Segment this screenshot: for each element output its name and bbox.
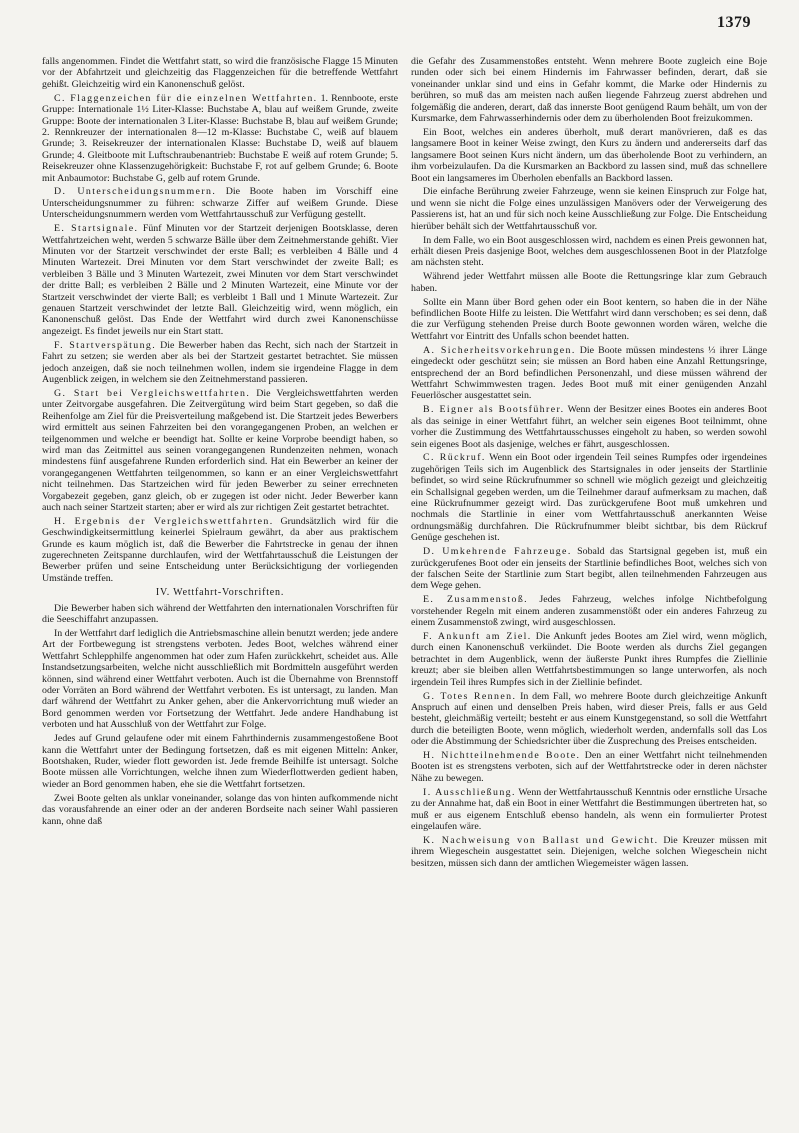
paragraph	[411, 127, 767, 184]
paragraph	[42, 340, 398, 386]
paragraph	[411, 631, 767, 688]
section-title: D. Unterscheidungsnummern.	[54, 186, 217, 198]
paragraph	[42, 516, 398, 584]
left-column	[42, 56, 398, 1116]
section-title: F. Startverspätung.	[54, 339, 157, 351]
right-column	[411, 56, 767, 1116]
paragraph-text: Jedes auf Grund gelaufene oder mit einem Fahrthindernis zusammengestoßene Boot kann die Wettfahrt unter der Bedingung fortsetzen, daß es mit eigenen Mitteln: Anker, Bootshaken, Ruder, wieder flott geworden ist. Jede fremde Beihilfe ist untersagt. Solche Boote müssen alle Vorrichtungen, welche ihnen zum Wiederflottwerden gedient haben, wieder an Bord genommen haben, ehe sie die Wettfahrt fortsetzen.	[42, 733, 398, 790]
paragraph-text: Sollte ein Mann über Bord gehen oder ein Boot kentern, so haben die in der Nähe befindlichen Boote Hilfe zu leisten. Die Wettfahrt wird dann verschoben; es sei denn, daß die zur Verfügung stehenden Preise durch Boote gewonnen worden wären, welche die Wettfahrt vor Eintritt des Unfalls schon beendet hatten.	[411, 296, 767, 342]
section-title: H. Ergebnis der Vergleichswettfahrten.	[54, 515, 274, 527]
paragraph-text: Die Vergleichswettfahrten werden unter Zeitvorgabe ausgefahren. Die Zeitvergütung wird beim Start gegeben, so daß die Reihenfolge am Ziel für die Preisverteilung maßgebend ist. Die Startzeit jedes Bewerbers wird ermittelt aus seinen Fahrzeiten bei den vorangegangenen Proben, an welchen er teilgenommen und welche er beendigt hat. Sollte er keine Vorprobe beendigt haben, so wird man das Zeitmittel aus seinen vorangegangenen Rundenzeiten nehmen, wonach mindestens fünf ausgefahrene Runden erforderlich sind. Hat ein Bewerber an keiner der vorangegangenen Wettfahrten teilgenommen, so kann er an einer Vergleichswettfahrt nicht teilnehmen. Das Startzeichen wird für jeden Bewerber zu seiner errechneten Vorgabezeit gegeben, ganz gleich, ob er zugegen ist oder nicht. Jeder Bewerber kann auch nach seiner Startzeit starten; aber er wird als zur richtigen Zeit gestartet betrachtet.	[42, 387, 398, 513]
paragraph-text: Die Bewerber haben das Recht, sich nach der Startzeit in Fahrt zu setzen; sie werden aber als bei der Startzeit gestartet betrachtet. Sie müssen jedoch anzeigen, daß sie noch teilnehmen wollen, indem sie irgendeine Flagge in dem Augenblick zeigen, in welchem sie den Zeitnehmerstand passieren.	[42, 339, 398, 385]
paragraph-text: Die Bewerber haben sich während der Wettfahrten den internationalen Vorschriften für die Seeschiffahrt anzupassen.	[42, 602, 398, 626]
paragraph	[411, 404, 767, 450]
paragraph-text: Die einfache Berührung zweier Fahrzeuge, wenn sie keinen Einspruch zur Folge hat, und wenn sie nicht die Folge eines unzulässigen Manövers oder der Verweigerung des Passierens ist, hat an und für sich noch keine Ausschließung zur Folge. Die Entscheidung hierüber behält sich der Wettfahrtausschuß vor.	[411, 186, 767, 232]
paragraph	[411, 186, 767, 232]
section-title: G. Totes Rennen.	[423, 690, 517, 702]
section-title: I. Ausschließung.	[423, 786, 516, 798]
paragraph	[411, 56, 767, 124]
paragraph-text: In dem Fall, wo mehrere Boote durch gleichzeitige Ankunft Anspruch auf einen und denselben Preis haben, wird dieser Preis, falls er aus Geld besteht, gleichmäßig verteilt; besteht er aus einem Kunstgegenstand, so soll die Wettfahrt durch die beteiligten Boote, wenn möglich, wiederholt werden, andernfalls soll das Los oder die Abstimmung der Schiedsrichter über die Zusprechung des Preises entscheiden.	[411, 690, 767, 748]
section-title: K. Nachweisung von Ballast und Gewicht.	[423, 834, 659, 846]
paragraph-text: In dem Falle, wo ein Boot ausgeschlossen wird, nachdem es einen Preis gewonnen hat, erhält diesen Preis dasjenige Boot, welches dem ausgeschlossenen Boot in der Platzfolge am nächsten steht.	[411, 234, 767, 269]
section-title: A. Sicherheitsvorkehrungen.	[423, 344, 576, 356]
paragraph	[411, 546, 767, 592]
paragraph	[42, 388, 398, 513]
paragraph	[42, 793, 398, 827]
paragraph	[42, 733, 398, 790]
paragraph-text: die Gefahr des Zusammenstoßes entsteht. Wenn mehrere Boote zugleich eine Boje runden oder sich bei einem Hindernis im Fahrwasser befinden, derart, daß sie voneinander unklar sind und eins in Gefahr kommt, die Marke oder Hindernis zu berühren, so muß das am meisten nach außen liegende Fahrzeug zuerst abdrehen und folgemäßig die anderen, derart, daß das innerste Boot genügend Raum behält, um von der Kursmarke, dem Fahrwasserhindernis oder dem zu überholenden Boot freizukommen.	[411, 56, 767, 125]
paragraph-text: Jedes Fahrzeug, welches infolge Nichtbefolgung vorstehender Regeln mit einem anderen zusammenstößt oder ein anderes Fahrzeug zu einem Zusammenstoß zwingt, wird ausgeschlossen.	[411, 594, 767, 629]
section-title: E. Zusammenstoß.	[423, 594, 529, 606]
paragraph	[411, 750, 767, 784]
paragraph	[411, 452, 767, 543]
section-title: G. Start bei Vergleichswettfahrten.	[54, 387, 251, 399]
paragraph	[411, 787, 767, 833]
paragraph-text: Zwei Boote gelten als unklar voneinander, solange das von hinten aufkommende nicht das vorausfahrende an einer oder an der anderen Bordseite nach seiner Wahl passieren kann, ohne daß	[42, 792, 398, 827]
paragraph-text: In der Wettfahrt darf lediglich die Antriebsmaschine allein benutzt werden; jede andere Art der Fortbewegung ist strengstens verboten. Jedes Boot, welches während einer Wettfahrt Schlepphilfe angenommen hat oder zum Hafen zurückkehrt, scheidet aus. Alle Instandsetzungsarbeiten, welche nicht ausschließlich mit Bordmitteln ausgeführt werden können, sind während einer Wettfahrt verboten. Auch ist die Übernahme von Brennstoff oder Vorräten an Bord während der Wettfahrt verboten. Es ist untersagt, zu landen. Man darf während der Wettfahrt zu Anker gehen, aber die Ankervorrichtung muß wieder an Bord genommen werden vor Fortsetzung der Wettfahrt. Jede andere Handhabung ist verboten und hat Ausschluß von der Wettfahrt zur Folge.	[42, 628, 398, 731]
paragraph-text: Die Ankunft jedes Bootes am Ziel wird, wenn möglich, durch einen Kanonenschuß verkündet. Die Boote werden als durchs Ziel gegangen betrachtet in dem Augenblick, wenn der äußerste Punkt ihres Rumpfes die Ziellinie kreuzt; aber sie bleiben allen Wettfahrtsbestimmungen so lange unterworfen, als noch irgendein Teil ihres Rumpfes sich in der Ziellinie befindet.	[411, 631, 767, 688]
paragraph	[42, 603, 398, 626]
paragraph	[42, 223, 398, 337]
paragraph-text: Wenn der Wettfahrtausschuß Kenntnis oder ernstliche Ursache zu der Annahme hat, daß ein Boot in einer Wettfahrt die Bestimmungen übertreten hat, so muß er aus eigenem Entschluß ebenso handeln, als wenn ein formulierter Protest eingelaufen wäre.	[411, 786, 767, 832]
section-title: D. Umkehrende Fahrzeuge.	[423, 546, 572, 558]
paragraph-text: Sobald das Startsignal gegeben ist, muß ein zurückgerufenes Boot oder ein jenseits der Startlinie befindliches Boot, welches sich von der falschen Seite der Startlinie zum Start begibt, allen teilnehmenden Fahrzeugen aus dem Wege gehen.	[411, 546, 767, 592]
text-columns	[42, 56, 767, 1116]
paragraph	[42, 186, 398, 220]
paragraph-text: Den an einer Wettfahrt nicht teilnehmenden Booten ist es strengstens verboten, sich auf der Wettfahrtstrecke oder in deren nächster Nähe zu bewegen.	[411, 750, 767, 784]
section-title: F. Ankunft am Ziel.	[423, 631, 532, 642]
paragraph	[411, 271, 767, 294]
paragraph	[411, 235, 767, 269]
paragraph-text: Grundsätzlich wird für die Geschwindigkeitsermittlung keinerlei Spielraum gewährt, da aber aus praktischem Grunde es kaum möglich ist, daß die Bewerber die Fahrtstrecke in genau der ihnen zugerechneten Zeitspanne durchlaufen, wird der Wettfahrtausschuß die Leistungen der Bewerber prüfen und seine Entscheidung unter Berücksichtigung der vorliegenden Umstände treffen.	[42, 515, 398, 584]
paragraph-text: Während jeder Wettfahrt müssen alle Boote die Rettungsringe klar zum Gebrauch haben.	[411, 271, 767, 294]
paragraph-text: Wenn ein Boot oder irgendein Teil seines Rumpfes oder irgendeines zugehörigen Teils sich im Augenblick des Startsignales in oder jenseits der Startlinie befindet, so wird seine Rückrufnummer so schnell wie möglich gezeigt und gleichzeitig ein Schallsignal gegeben werden, um die Teilnehmer darauf aufmerksam zu machen, daß eine Rückrufnummer gezeigt wird. Das zurückgerufene Boot muß umkehren und nochmals die Startlinie in einer vom Wettfahrtausschuß anerkannten Weise ordnungsmäßig durchfahren. Die Rückrufnummer bleibt sichtbar, bis dem Rückruf Genüge geschehen ist.	[411, 452, 767, 544]
paragraph-text: Fünf Minuten vor der Startzeit derjenigen Bootsklasse, deren Wettfahrtzeichen weht, werden 5 schwarze Bälle über dem Zeitnehmerstande gehißt. Vier Minuten vor der Startzeit verschwindet der erste Ball; es verbleiben 4 Bälle und 4 Minuten Wartezeit. Drei Minuten vor dem Start verschwindet der zweite Ball; es verbleiben 3 Bälle und 3 Minuten Wartezeit, zwei Minuten vor dem Start verschwindet der dritte Ball; es verbleiben 2 Bälle und 2 Minuten Wartezeit, eine Minute vor der Startzeit verschwindet der vierte Ball; es verbleibt 1 Ball und 1 Minute Wartezeit. Zur genauen Startzeit verschwindet der letzte Ball. Gleichzeitig wird, wenn möglich, ein Kanonenschuß gelöst. Das Ende der Wettfahrt wird durch zwei Kanonenschüsse angezeigt. Es findet jeweils nur ein Start statt.	[42, 223, 398, 337]
paragraph	[411, 691, 767, 748]
chapter-heading: IV. Wettfahrt-Vorschriften.	[155, 587, 285, 599]
paragraph-text: falls angenommen. Findet die Wettfahrt statt, so wird die französische Flagge 15 Minuten vor der Abfahrtzeit und gleichzeitig das Flaggenzeichen für die betreffende Wettfahrt gehißt. Gleichzeitig wird ein Kanonenschuß gelöst.	[42, 56, 398, 90]
paragraph	[411, 594, 767, 628]
paragraph-text: Wenn der Besitzer eines Bootes ein anderes Boot als das seinige in einer Wettfahrt führt, an welcher sein eigenes Boot teilnimmt, ohne vorher die Zustimmung des Wettfahrtausschusses eingeholt zu haben, so werden sowohl sein eigenes Boot als dasjenige, welches er fährt, ausgeschlossen.	[411, 404, 767, 450]
paragraph-text: Die Boote müssen mindestens ⅓ ihrer Länge eingedeckt oder geschützt sein; sie müssen an Bord haben eine Anzahl Rettungsringe, entsprechend der an Bord befindlichen Personenzahl, und diese müssen während der Wettfahrt Schwimmwesten tragen. Jedes Boot muß mit einer genügenden Anzahl Feuerlöscher ausgestattet sein.	[411, 344, 767, 402]
paragraph	[411, 835, 767, 869]
section-title: E. Startsignale.	[54, 223, 139, 235]
paragraph-text: 1. Rennboote, erste Gruppe: Internationale 1½ Liter-Klasse: Buchstabe A, blau auf weißem Grunde, zweite Gruppe: Boote der internationalen 3 Liter-Klasse: Buchstabe B, blau auf weißem Grunde; 2. Rennkreuzer der internationalen 8—12 m-Klasse: Buchstabe C, weiß auf blauem Grunde; 3. Reisekreuzer der internationalen Klasse: Buchstabe D, weiß auf blauem Grunde; 4. Gleitboote mit Luftschraubenantrieb: Buchstabe E weiß auf rotem Grunde; 5. Reisekreuzer ohne Klassenzugehörigkeit: Buchstabe F, rot auf gelbem Grunde; 6. Boote mit Anbaumotor: Buchstabe G, gelb auf rotem Grunde.	[42, 92, 398, 184]
paragraph	[411, 345, 767, 402]
paragraph	[42, 628, 398, 731]
section-title: B. Eigner als Bootsführer.	[423, 404, 565, 416]
paragraph-text: Die Kreuzer müssen mit ihrem Wiegeschein ausgestattet sein. Diejenigen, welche solchen Wiegeschein nicht besitzen, müssen sich dann der amtlichen Wiegemeister wägen lassen.	[411, 834, 767, 869]
paragraph-text: Ein Boot, welches ein anderes überholt, muß derart manövrieren, daß es das langsamere Boot in keiner Weise zwingt, den Kurs zu ändern und andererseits darf das langsamere Boot seinen Kurs nicht ändern, um das überholende Boot zu verhindern, an ihm vorbeizulaufen. Da die Kursmarken an Backbord zu lassen sind, muß das schnellere Boot ein langsameres im Überholen ebenfalls an Backbord lassen.	[411, 126, 767, 184]
section-title: C. Rückruf.	[423, 452, 486, 464]
section-title: H. Nichtteilnehmende Boote.	[423, 750, 581, 762]
paragraph	[42, 93, 398, 184]
paragraph	[411, 297, 767, 343]
section-title: C. Flaggenzeichen für die einzelnen Wettfahrten.	[54, 92, 318, 104]
paragraph	[42, 56, 398, 90]
paragraph-text: Die Boote haben im Vorschiff eine Unterscheidungsnummer zu führen: schwarze Ziffer auf weißem Grunde. Diese Unterscheidungsnummern werden vom Wettfahrtausschuß zur Verfügung gestellt.	[42, 186, 398, 221]
page-number: 1379	[717, 14, 751, 31]
